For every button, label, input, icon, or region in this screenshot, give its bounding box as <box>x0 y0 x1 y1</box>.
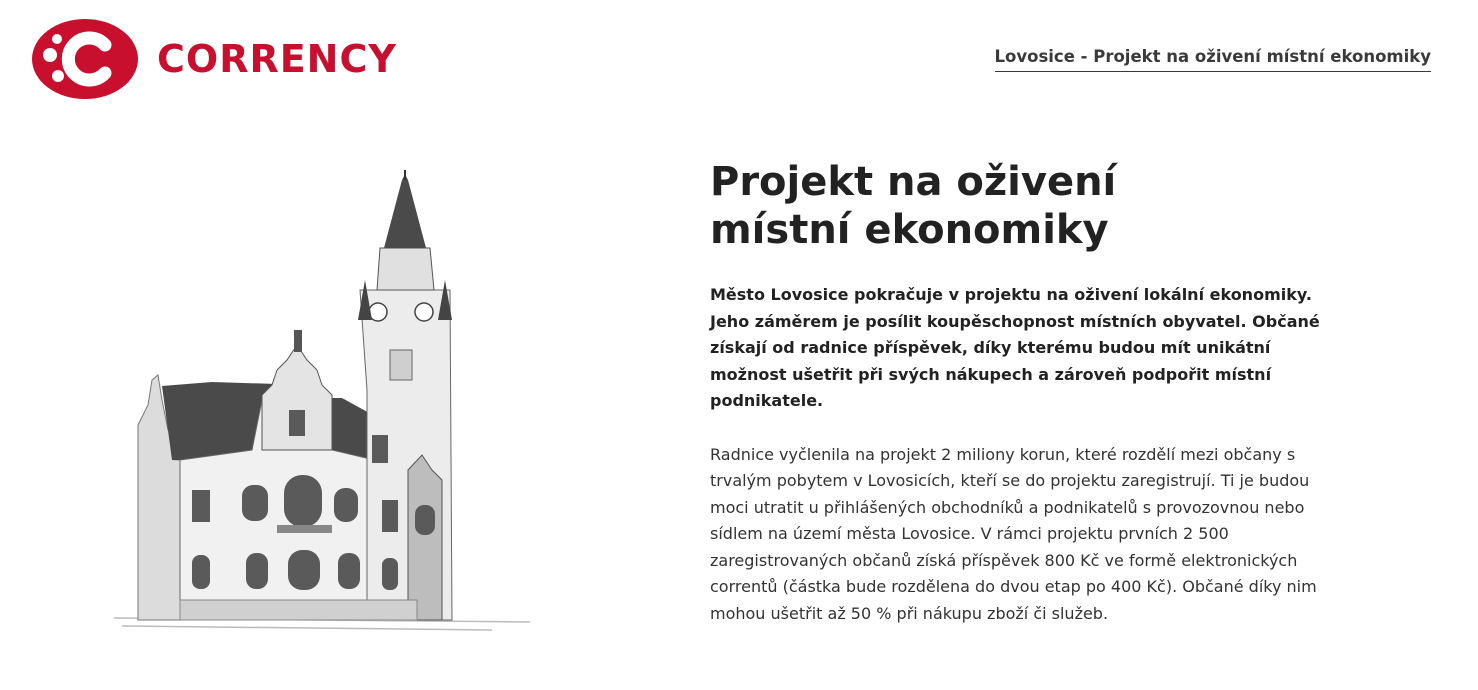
body-paragraph: Radnice vyčlenila na projekt 2 miliony korun, které rozdělí mezi občany s trvalým pobytem v Lovosicích, kteří se do projektu zaregistrují. Ti je budou moci utratit u přihlášených obchodníků a podnikatelů s provozovnou nebo sídlem na území města Lovosice. V rámci projektu prvních 2 500 zaregistrovaných občanů získá příspěvek 800 Kč ve formě elektronických correntů (částka bude rozdělena do dvou etap po 400 Kč). Občané díky nim mohou ušetřit až 50 % při nákupu zboží či služeb. <box>710 444 1317 623</box>
main-content <box>710 158 1350 627</box>
project-link[interactable]: Lovosice - Projekt na oživení místní ekonomiky <box>995 47 1431 72</box>
page-title: Projekt na oživení místní ekonomiky <box>710 159 1117 253</box>
brand-name: CORRENCY <box>157 37 397 81</box>
corrency-logo-icon <box>31 18 139 100</box>
lead-paragraph: Město Lovosice pokračuje v projektu na oživení lokální ekonomiky. Jeho záměrem je posílit koupěschopnost místních obyvatel. Občané získají od radnice příspěvek, díky kterému budou mít unikátní možnost ušetřit při svých nákupech a zároveň podpořit místní podnikatele. <box>710 285 1320 410</box>
brand-logo[interactable] <box>31 18 397 100</box>
town-hall-building-illustration <box>112 170 532 635</box>
